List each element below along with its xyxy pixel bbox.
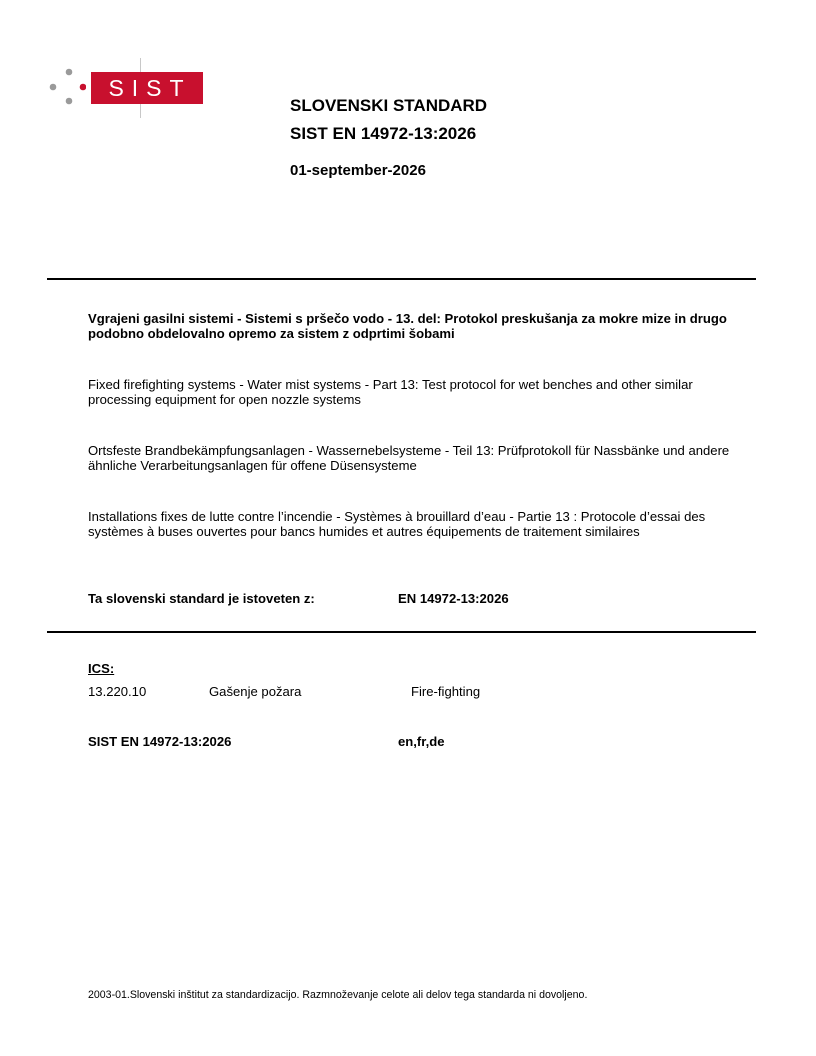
title-english: Fixed firefighting systems - Water mist systems - Part 13: Test protocol for wet benches and other similar processing equipment for open nozzle systems	[88, 377, 693, 407]
publication-date: 01-september-2026	[290, 162, 426, 179]
logo-dots-icon	[46, 66, 86, 110]
title-german: Ortsfeste Brandbekämpfungsanlagen - Wassernebelsysteme - Teil 13: Prüfprotokoll für Nassbänke und andere ähnliche Verarbeitungsanlagen für offene Düsensysteme	[88, 443, 730, 473]
standard-type: SLOVENSKI STANDARD	[290, 96, 488, 115]
divider-bottom	[47, 631, 756, 633]
copyright-footer: 2003-01.Slovenski inštitut za standardizacijo. Razmnoževanje celote ali delov tega standarda ni dovoljeno.	[88, 989, 588, 1001]
standard-number: SIST EN 14972-13:2026	[290, 124, 477, 143]
identical-value: EN 14972-13:2026	[398, 591, 509, 606]
ics-heading: ICS:	[88, 661, 115, 676]
identical-label: Ta slovenski standard je istoveten z:	[88, 591, 315, 606]
title-slovenian: Vgrajeni gasilni sistemi - Sistemi s pršečo vodo - 13. del: Protokol preskušanja za mokre mize in drugo podobno obdelovalno opremo za sistem z odprtimi šobami	[88, 311, 727, 341]
logo-text: SIST	[108, 74, 192, 101]
ics-code: 13.220.10	[88, 684, 147, 699]
divider-top	[47, 278, 756, 280]
title-french: Installations fixes de lutte contre l’incendie - Systèmes à brouillard d’eau - Partie 13 : Protocole d’essai des systèmes à buses ouvertes pour bancs humides et autres équipements de traitement similaires	[88, 509, 706, 539]
ics-description-sl: Gašenje požara	[209, 684, 302, 699]
sist-logo	[91, 72, 203, 104]
ics-description-en: Fire-fighting	[411, 684, 481, 699]
languages: en,fr,de	[398, 734, 445, 749]
bottom-standard-number: SIST EN 14972-13:2026	[88, 734, 232, 749]
